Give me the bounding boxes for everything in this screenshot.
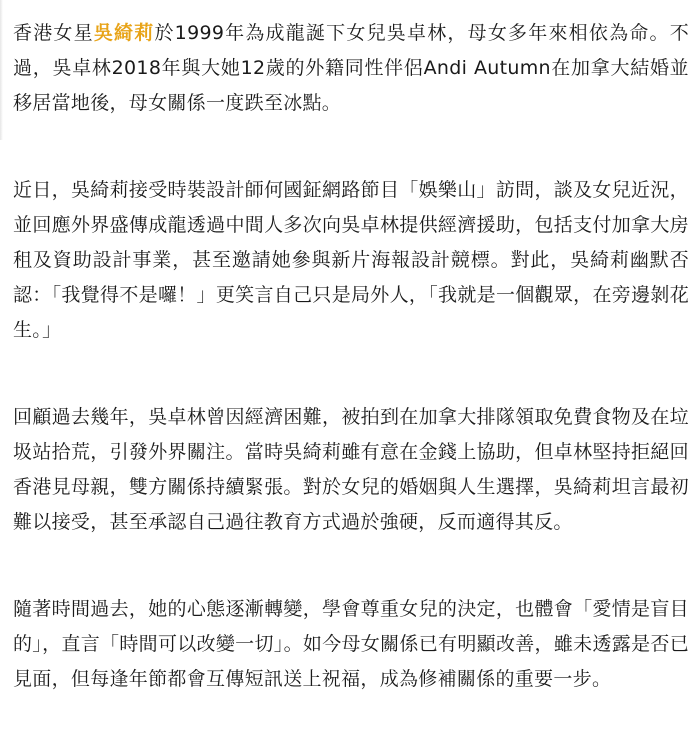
paragraph-3: 回顧過去幾年，吳卓林曾因經濟困難，被拍到在加拿大排隊領取免費食物及在垃圾站拾荒，引發外界關注。當時吳綺莉雖有意在金錢上協助，但卓林堅持拒絕回香港見母親，雙方關係持續緊張。對於女兒的婚姻與人生選擇，吳綺莉坦言最初難以接受，甚至承認自己過往教育方式過於強硬，反而適得其反。 <box>13 406 689 533</box>
paragraph-1 <box>13 16 689 121</box>
paragraph-4: 隨著時間過去，她的心態逐漸轉變，學會尊重女兒的決定，也體會「愛情是盲目的」，直言「時間可以改變一切」。如今母女關係已有明顯改善，雖未透露是否已見面，但每逢年節都會互傳短訊送上祝福，成為修補關係的重要一步。 <box>13 598 689 690</box>
paragraph-1-lead: 香港女星 <box>13 22 94 44</box>
article-body <box>13 16 689 697</box>
person-name-link[interactable]: 吳綺莉 <box>93 22 155 44</box>
paragraph-2: 近日，吳綺莉接受時裝設計師何國鉦網路節目「娛樂山」訪問，談及女兒近況，並回應外界盛傳成龍透過中間人多次向吳卓林提供經濟援助，包括支付加拿大房租及資助設計事業，甚至邀請她參與新片海報設計競標。對此，吳綺莉幽默否認：「我覺得不是囉！」更笑言自己只是局外人，「我就是一個觀眾，在旁邊剝花生。」 <box>13 179 689 341</box>
left-edge-shadow <box>0 0 3 140</box>
paragraph-1-rest: 於1999年為成龍誕下女兒吳卓林，母女多年來相依為命。不過，吳卓林2018年與大她12歲的外籍同性伴侶Andi Autumn在加拿大結婚並移居當地後，母女關係一度跌至冰點。 <box>13 22 689 114</box>
